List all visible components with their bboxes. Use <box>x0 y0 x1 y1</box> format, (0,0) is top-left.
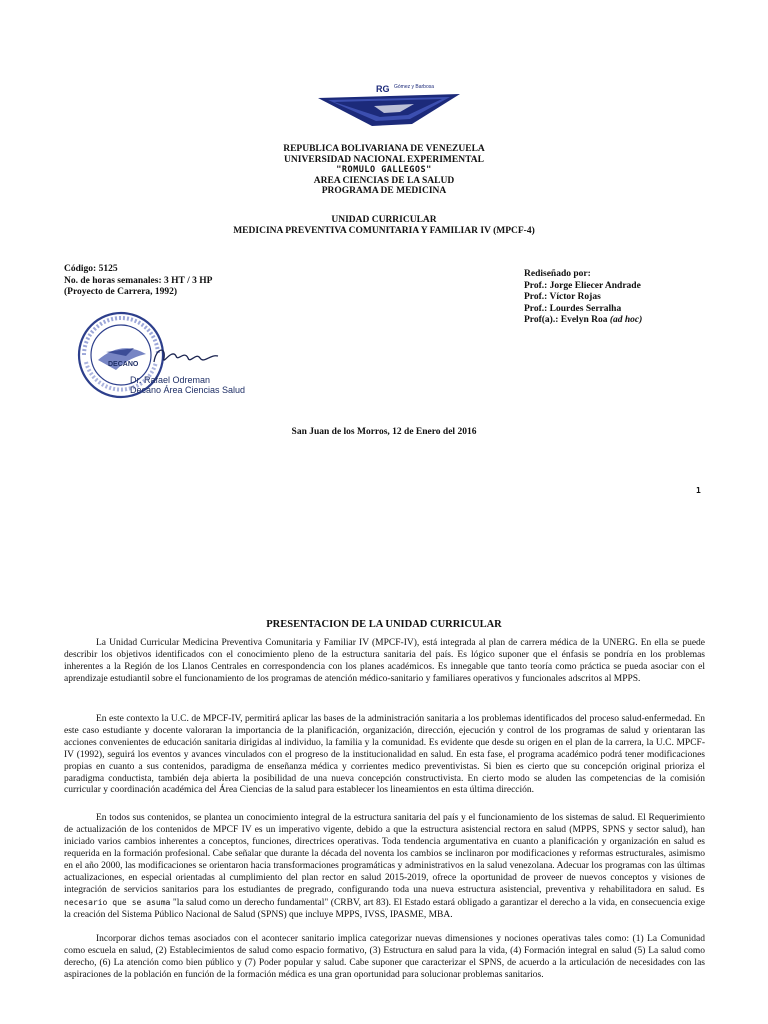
paragraph-2: En este contexto la U.C. de MPCF-IV, permitirá aplicar las bases de la administración sanitaria a los problemas identificados del proceso salud-enfermedad. En este caso estudiante y docente valoraran la importancia de la planificación, organización, dirección, ejecución y control de los programas de salud y orientaran las acciones convenientes de educación sanitaria dirigidas al individuo, la familia y la comunidad. Es evidente que desde su origen en el plan de la carrera, la U.C. MPCF-IV (1992), seguirá los eventos y avances vinculados con el progreso de la institucionalidad en salud. En esta fase, el programa académico podrá tener modificaciones propias en cuanto a sus contenidos, paradigma de enseñanza médica y corrientes medico preventivistas. Si bien es cierto que su concepción original prioriza el paradigma conductista, también deja abierta la posibilidad de una nueva concepción constructivista. En cierto modo se aluden las competencias de la comisión curricular y coordinación académica del Área Ciencias de la salud para establecer los lineamientos en esta última dirección. <box>64 714 705 796</box>
unit-header <box>0 215 768 236</box>
header-line-name: "ROMULO GALLEGOS" <box>336 165 432 175</box>
header-line-country: REPUBLICA BOLIVARIANA DE VENEZUELA <box>283 144 485 154</box>
paragraph-3-emphasis: Es necesario que se asuma <box>64 885 705 908</box>
course-code: Código: 5125 <box>64 264 118 274</box>
signature-stroke <box>150 340 222 370</box>
dean-title: Decano Área Ciencias Salud <box>130 385 246 395</box>
svg-text:RG: RG <box>376 84 390 94</box>
redesign-credits <box>524 269 744 327</box>
unit-label: UNIDAD CURRICULAR <box>331 215 437 225</box>
redesign-author: Prof.: Jorge Eliecer Andrade <box>524 280 641 291</box>
course-project: (Proyecto de Carrera, 1992) <box>64 287 178 297</box>
redesign-author: Prof.: Víctor Rojas <box>524 292 601 302</box>
redesign-author: Prof.: Lourdes Serralha <box>524 303 622 314</box>
redesign-author-last: Prof(a).: Evelyn Roa (ad hoc) <box>524 315 643 325</box>
place-date: San Juan de los Morros, 12 de Enero del 2016 <box>291 427 477 437</box>
header-line-university: UNIVERSIDAD NACIONAL EXPERIMENTAL <box>284 154 484 165</box>
header-line-program: PROGRAMA DE MEDICINA <box>321 186 447 196</box>
redesign-label: Rediseñado por: <box>524 269 591 279</box>
paragraph-3-quote: "la salud como un derecho fundamental" (CRBV, art 83). El Estado estará obligado a garantizar el derecho a la vida, en consecuencia exige la creación del Sistema Público Nacional de Salud (SPNS) que incluye MPPS, IVSS, IPASME, MBA. <box>64 898 705 921</box>
ad-hoc-note: (ad hoc) <box>609 315 643 325</box>
logo-wordmark: Gómez y Barbosa <box>394 84 435 90</box>
header-line-area: AREA CIENCIAS DE LA SALUD <box>313 175 455 186</box>
dean-signature-block <box>130 375 300 395</box>
paragraph-3-text: En todos sus contenidos, se plantea un conocimiento integral de la estructura sanitaria del país y el funcionamiento de los sistemas de salud. El Requerimiento de actualización de los contenidos de MPCF IV es un imperativo vigente, debido a que la estructura asistencial rectora en salud (MPPS, SPNS y sector salud), han iniciado varios cambios inherentes a conceptos, funciones, directrices operativas. Toda tendencia argumentativa en cuanto a planificación y organización en salud es requerida en la formación profesional. Cabe señalar que durante la década del noventa los cambios se inclinaron por modificaciones y reformas estructurales, asimismo en el año 2000, las modificaciones se orientaron hacia transformaciones programáticas y administrativos en la salud venezolana. Adecuar los programas con las últimas actualizaciones, en especial orientadas al cumplimiento del plan rector en salud 2015-2019, ofrece la oportunidad de proveer de nuevos conceptos y visiones de integración de servicios sanitarios para los estudiantes de pregrado, configurando toda una nueva estructura asistencial, preventiva y rehabilitadora en salud. <box>64 813 705 896</box>
paragraph-3 <box>64 813 705 922</box>
paragraph-1: La Unidad Curricular Medicina Preventiva Comunitaria y Familiar IV (MPCF-IV), está integrada al plan de carrera médica de la UNERG. En ella se puede describir los objetivos identificados con el conocimiento pleno de la estructura sanitaria del país. Es lógico suponer que el énfasis se pondría en los problemas inherentes a la Región de los Llanos Centrales en correspondencia con los planes académicos. Es innegable que tanto teoría como práctica se pueda asociar con el aprendizaje estudiantil sobre el funcionamiento de los programas de atención médico-sanitario y familiares operativos y funcionales adscritos al MPPS. <box>64 638 705 684</box>
section-title: PRESENTACION DE LA UNIDAD CURRICULAR <box>266 619 502 630</box>
course-hours: No. de horas semanales: 3 HT / 3 HP <box>64 275 213 286</box>
dean-name: Dr. Rafael Odreman <box>130 375 211 385</box>
unit-name: MEDICINA PREVENTIVA COMUNITARIA Y FAMILIAR IV (MPCF-4) <box>233 225 535 236</box>
seal-word: DECANO <box>108 361 139 368</box>
institution-header <box>0 144 768 197</box>
paragraph-4: Incorporar dichos temas asociados con el acontecer sanitario implica categorizar nuevas dimensiones y nociones operativas tales como: (1) La Comunidad como escuela en salud, (2) Establecimientos de salud como espacio formativo, (3) Estructura en salud para la vida, (4) Formación integral en salud (5) La salud como derecho, (6) La atención como bien público y (7) Poder popular y salud. Cabe suponer que caracterizar el SPNS, de acuerdo a la articulación de necesidades con las aspiraciones de la población en función de la formación médica es una gran oportunidad para solucionar problemas sanitarios. <box>64 934 705 980</box>
page-number: 1 <box>696 486 701 495</box>
university-logo <box>314 84 464 130</box>
course-info <box>64 264 364 299</box>
